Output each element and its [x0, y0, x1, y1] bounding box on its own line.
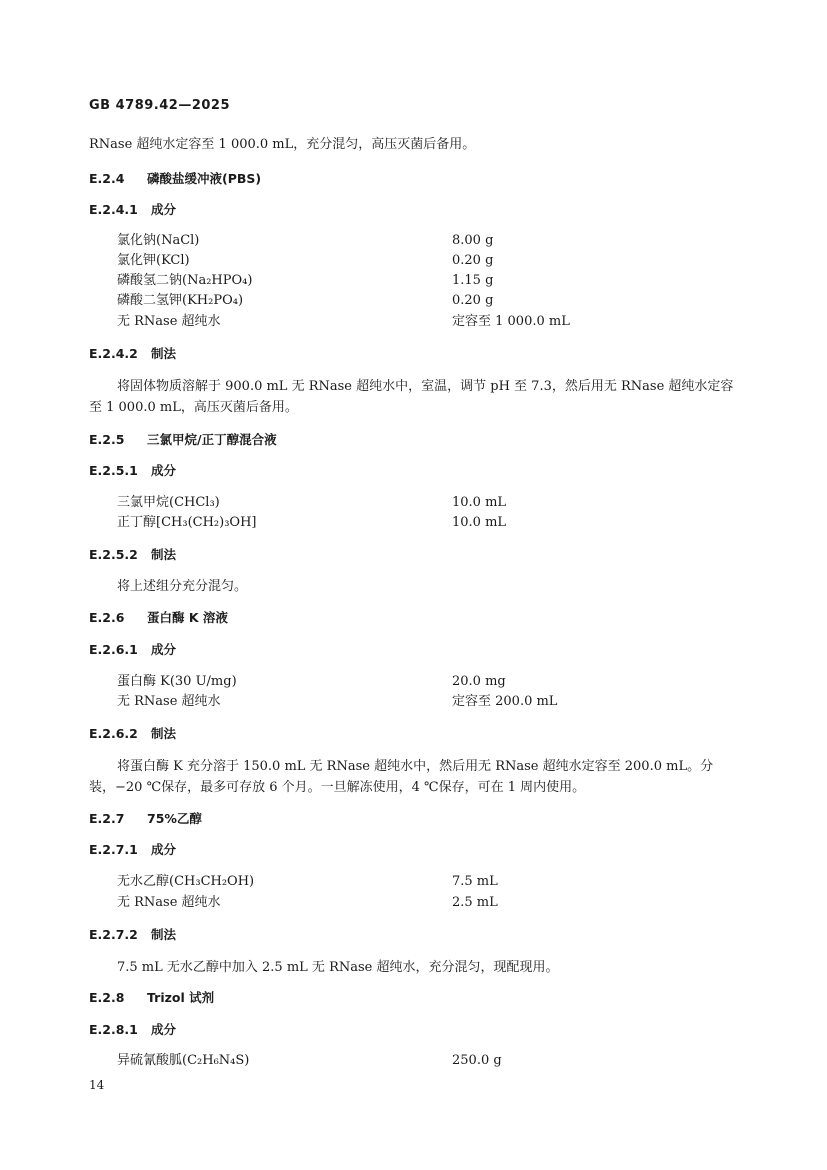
section-e271 [89, 841, 176, 859]
section-number: E.2.8.1 [89, 1022, 138, 1037]
ingredient-amount: 0.20 g [452, 253, 494, 268]
ingredient-name: 无 RNase 超纯水 [117, 895, 221, 910]
section-e26 [89, 609, 228, 627]
section-number: E.2.7 [89, 811, 125, 826]
section-e281 [89, 1021, 176, 1039]
section-title: 制法 [151, 726, 177, 741]
section-e251 [89, 462, 176, 480]
ingredient-name: 正丁醇[CH₃(CH₂)₃OH] [117, 515, 257, 530]
section-title: 成分 [151, 202, 177, 217]
section-e272 [89, 926, 176, 944]
ingredient-name: 无 RNase 超纯水 [117, 314, 221, 329]
standard-header: GB 4789.42—2025 [89, 98, 230, 113]
ingredient-amount: 1.15 g [452, 273, 494, 288]
ingredient-name: 三氯甲烷(CHCl₃) [117, 495, 220, 510]
section-number: E.2.5.1 [89, 463, 138, 478]
section-title: 成分 [151, 1022, 177, 1037]
section-title: 成分 [151, 463, 177, 478]
method-paragraph [89, 957, 739, 978]
ingredient-amount: 定容至 200.0 mL [452, 694, 558, 709]
ingredient-name: 蛋白酶 K(30 U/mg) [117, 674, 237, 689]
ingredient-name: 异硫氰酸胍(C₂H₆N₄S) [117, 1053, 250, 1068]
section-title: 三氯甲烷/正丁醇混合液 [147, 432, 277, 447]
ingredient-name: 磷酸二氢钾(KH₂PO₄) [117, 293, 244, 308]
section-number: E.2.6 [89, 610, 125, 625]
section-number: E.2.7.1 [89, 842, 138, 857]
ingredient-name: 氯化钠(NaCl) [117, 233, 200, 248]
method-paragraph [89, 756, 739, 798]
section-e241 [89, 201, 176, 219]
section-title: 制法 [151, 547, 177, 562]
method-text: 将固体物质溶解于 900.0 mL 无 RNase 超纯水中，室温，调节 pH 至 7.3，然后用无 RNase 超纯水定容至 1 000.0 mL，高压灭菌后备用。 [89, 379, 734, 415]
section-e27 [89, 810, 202, 828]
section-title: 制法 [151, 927, 177, 942]
section-e24 [89, 170, 261, 188]
section-e262 [89, 725, 176, 743]
ingredient-name: 无水乙醇(CH₃CH₂OH) [117, 874, 255, 889]
section-title: Trizol 试剂 [147, 990, 215, 1005]
ingredient-amount: 20.0 mg [452, 674, 506, 689]
section-title: 75%乙醇 [147, 811, 202, 826]
section-title: 成分 [151, 842, 177, 857]
section-e252 [89, 546, 176, 564]
section-title: 制法 [151, 346, 177, 361]
ingredient-amount: 250.0 g [452, 1053, 502, 1068]
method-paragraph [89, 376, 739, 418]
method-text: 将蛋白酶 K 充分溶于 150.0 mL 无 RNase 超纯水中，然后用无 RNase 超纯水定容至 200.0 mL。分装，−20 ℃保存，最多可存放 6 个月。一旦解冻使用，4 ℃保存，可在 1 周内使用。 [89, 759, 714, 795]
section-title: 磷酸盐缓冲液(PBS) [147, 171, 262, 186]
section-title: 蛋白酶 K 溶液 [147, 610, 228, 625]
ingredient-amount: 定容至 1 000.0 mL [452, 314, 570, 329]
section-e261 [89, 641, 176, 659]
section-number: E.2.4.1 [89, 202, 138, 217]
ingredient-amount: 0.20 g [452, 293, 494, 308]
ingredient-amount: 2.5 mL [452, 895, 498, 910]
ingredient-amount: 10.0 mL [452, 515, 507, 530]
page-number: 14 [89, 1078, 105, 1092]
section-number: E.2.7.2 [89, 927, 138, 942]
section-title: 成分 [151, 642, 177, 657]
section-e242 [89, 345, 176, 363]
method-text: 7.5 mL 无水乙醇中加入 2.5 mL 无 RNase 超纯水，充分混匀，现配现用。 [117, 960, 559, 975]
ingredient-amount: 8.00 g [452, 233, 494, 248]
section-number: E.2.5.2 [89, 547, 138, 562]
ingredient-name: 氯化钾(KCl) [117, 253, 190, 268]
section-number: E.2.8 [89, 990, 125, 1005]
section-number: E.2.4.2 [89, 346, 138, 361]
section-number: E.2.5 [89, 432, 125, 447]
method-text: 将上述组分充分混匀。 [117, 579, 248, 594]
section-e28 [89, 989, 214, 1007]
ingredient-amount: 10.0 mL [452, 495, 507, 510]
ingredient-amount: 7.5 mL [452, 874, 498, 889]
method-paragraph [89, 576, 739, 597]
ingredient-name: 磷酸氢二钠(Na₂HPO₄) [117, 273, 253, 288]
ingredient-name: 无 RNase 超纯水 [117, 694, 221, 709]
section-number: E.2.6.1 [89, 642, 138, 657]
section-number: E.2.6.2 [89, 726, 138, 741]
section-e25 [89, 431, 277, 449]
section-number: E.2.4 [89, 171, 125, 186]
intro-line: RNase 超纯水定容至 1 000.0 mL，充分混匀，高压灭菌后备用。 [89, 137, 476, 152]
